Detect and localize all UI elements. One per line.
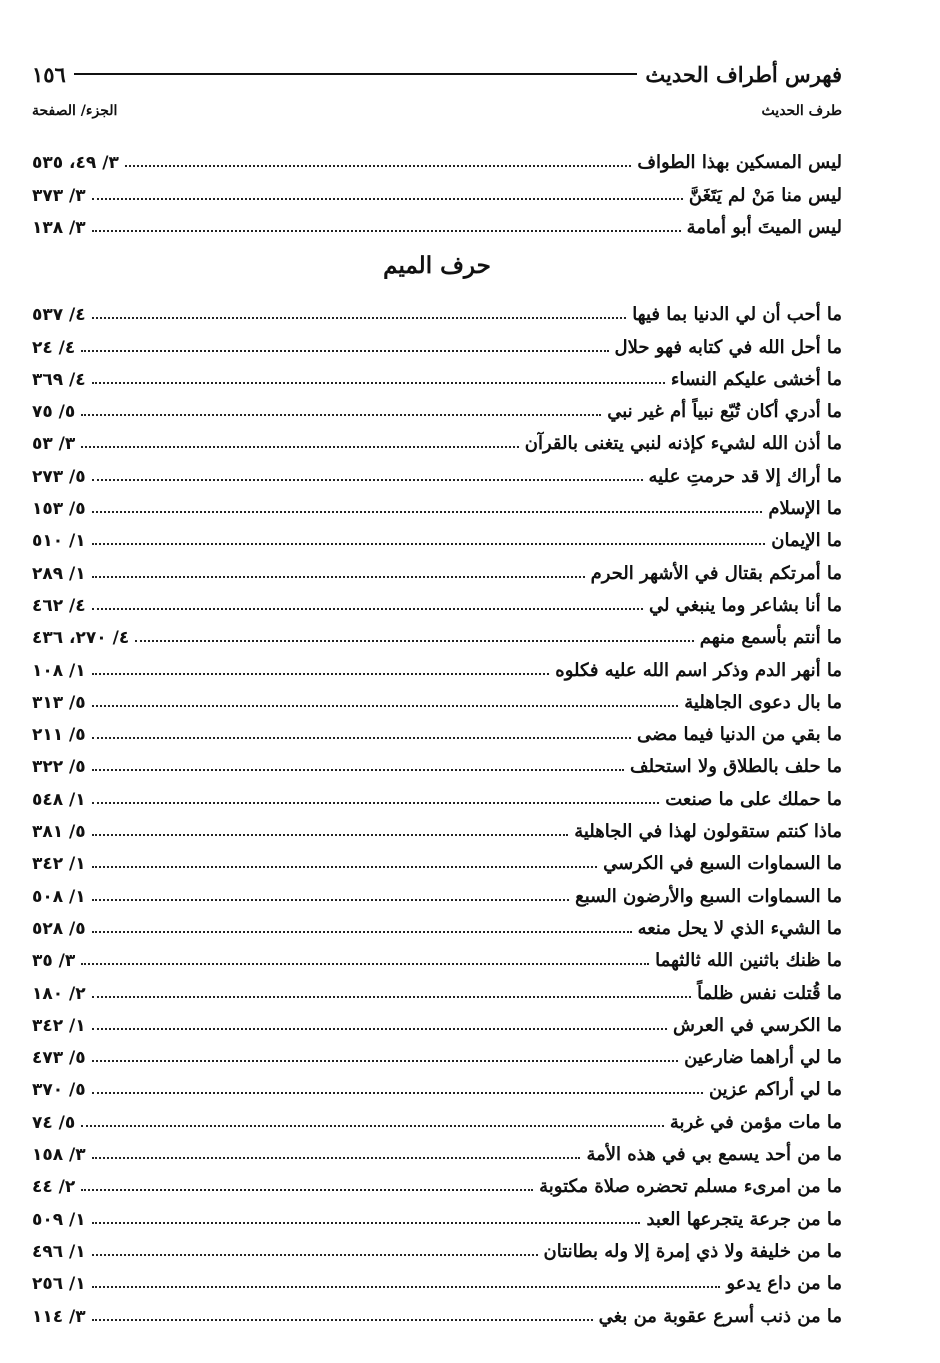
index-entry: [32, 1067, 842, 1099]
entry-reference: ٢/ ٤٤: [32, 1177, 76, 1198]
dot-leader: [92, 673, 550, 675]
entry-reference: ١/ ٥٤٨: [32, 789, 86, 810]
index-entry: [32, 140, 842, 172]
entry-reference: ١/ ٣٤٢: [32, 1015, 86, 1036]
dot-leader: [92, 479, 643, 481]
entry-text: ما أمرتكم بقتال في الأشهر الحرم: [590, 562, 842, 584]
dot-leader: [81, 446, 518, 448]
entry-reference: ٤/ ٣٦٩: [32, 369, 86, 390]
index-entry: [32, 615, 842, 647]
entry-reference: ٥/ ٣٢٢: [32, 757, 86, 778]
index-entry: [32, 389, 842, 421]
dot-leader: [92, 1254, 538, 1256]
index-entry: [32, 1003, 842, 1035]
entry-text: ما مات مؤمن في غربة: [669, 1111, 842, 1133]
entry-text: ما قُتلت نفس ظلماً: [697, 982, 842, 1004]
entry-text: ما أراك إلا قد حرمتِ عليه: [648, 465, 842, 487]
entry-reference: ٥/ ٧٥: [32, 402, 76, 423]
entry-text: ما من امرىء مسلم تحضره صلاة مكتوبة: [539, 1176, 842, 1198]
dot-leader: [92, 1286, 721, 1288]
dot-leader: [92, 543, 766, 545]
entry-reference: ١/ ٢٨٩: [32, 563, 86, 584]
entry-reference: ٥/ ٣٨١: [32, 822, 86, 843]
entry-reference: ٢/ ١٨٠: [32, 983, 86, 1004]
entry-text: ما الإسلام: [768, 498, 842, 520]
entry-text: ليس الميتَ أبو أمامة: [686, 216, 842, 238]
index-entry: [32, 1196, 842, 1228]
dot-leader: [135, 640, 694, 642]
entry-text: ما السماوات السبع والأرضون السبع: [575, 885, 842, 907]
dot-leader: [92, 705, 679, 707]
entry-reference: ٣/ ٥٣: [32, 434, 76, 455]
dot-leader: [92, 1092, 703, 1094]
dot-leader: [81, 963, 649, 965]
dot-leader: [92, 1319, 593, 1321]
entry-list-top: [32, 140, 842, 237]
entry-reference: ١/ ٣٤٢: [32, 854, 86, 875]
entry-text: ما من ذنب أسرع عقوبة من بغي: [598, 1305, 842, 1327]
entry-reference: ٣/ ١٥٨: [32, 1145, 86, 1166]
dot-leader: [92, 899, 570, 901]
page-number: ١٥٦: [32, 61, 66, 87]
entry-list-mim: [32, 292, 842, 1326]
column-headings: [32, 100, 842, 122]
running-header: [32, 58, 842, 90]
entry-text: ما أحل الله في كتابه فهو حلال: [614, 336, 842, 358]
entry-text: ليس المسكين بهذا الطواف: [637, 152, 842, 174]
index-entry: [32, 1164, 842, 1196]
dot-leader: [92, 317, 627, 319]
entry-reference: ٥/ ٢١١: [32, 725, 86, 746]
index-entry: [32, 357, 842, 389]
dot-leader: [92, 802, 660, 804]
dot-leader: [92, 996, 691, 998]
dot-leader: [81, 350, 608, 352]
dot-leader: [81, 1189, 533, 1191]
index-entry: [32, 1261, 842, 1293]
entry-text: ما أدري أكان تُبّع نبياً أم غير نبي: [607, 401, 842, 423]
index-entry: [32, 453, 842, 485]
index-entry: [32, 486, 842, 518]
index-entry: [32, 712, 842, 744]
entry-reference: ١/ ٥١٠: [32, 531, 86, 552]
dot-leader: [125, 165, 632, 167]
entry-text: ما السماوات السبع في الكرسي: [603, 853, 842, 875]
entry-text: ما أذن الله لشيء كإذنه لنبي يتغنى بالقرآن: [524, 433, 842, 455]
section-title: حرف الميم: [383, 252, 491, 279]
entry-text: ليس منا مَنْ لم يَتَغَنَّ: [688, 184, 842, 206]
entry-text: ما من داع يدعو: [726, 1273, 842, 1295]
entry-text: ما لي أراهما ضارعين: [684, 1047, 842, 1069]
dot-leader: [92, 511, 763, 513]
index-entry: [32, 809, 842, 841]
index-entry: [32, 776, 842, 808]
entry-text: ما بقي من الدنيا فيما مضى: [637, 724, 842, 746]
entry-reference: ٥/ ٧٤: [32, 1112, 76, 1133]
dot-leader: [92, 931, 632, 933]
entry-reference: ١/ ٥٠٩: [32, 1209, 86, 1230]
index-entry: [32, 518, 842, 550]
entry-text: ما حلف بالطلاق ولا استحلف: [629, 756, 842, 778]
index-entry: [32, 421, 842, 453]
entry-text: ما من خليفة ولا ذي إمرة إلا وله بطانتان: [543, 1240, 842, 1262]
index-entry: [32, 970, 842, 1002]
entry-text: ما حملك على ما صنعت: [665, 788, 842, 810]
index-entry: [32, 324, 842, 356]
header-rule: [74, 73, 638, 75]
index-entry: [32, 680, 842, 712]
entry-text: ما ظنك باثنين الله ثالثهما: [655, 950, 842, 972]
index-entry: [32, 873, 842, 905]
header-title: فهرس أطراف الحديث: [645, 61, 842, 87]
entry-reference: ٤/ ٤٦٢: [32, 595, 86, 616]
dot-leader: [92, 737, 631, 739]
entry-text: ما أحب أن لي الدنيا بما فيها: [632, 304, 842, 326]
entry-reference: ٥/ ٣١٣: [32, 692, 86, 713]
index-entry: [32, 744, 842, 776]
entry-reference: ١/ ٢٥٦: [32, 1274, 86, 1295]
entry-text: ما بال دعوى الجاهلية: [684, 691, 842, 713]
volume-page-column-heading: الجزء/ الصفحة: [32, 103, 118, 119]
dot-leader: [81, 1125, 664, 1127]
entry-reference: ٣/ ١١٤: [32, 1306, 86, 1327]
index-entry: [32, 550, 842, 582]
entry-reference: ٤/ ٥٣٧: [32, 305, 86, 326]
dot-leader: [92, 576, 585, 578]
entry-reference: ١/ ١٠٨: [32, 660, 86, 681]
dot-leader: [81, 414, 601, 416]
entry-text: ما من جرعة يتجرعها العبد: [646, 1208, 842, 1230]
index-entry: [32, 1293, 842, 1325]
entry-text: ما لي أراكم عزين: [708, 1079, 842, 1101]
entry-text: ما أنا بشاعر وما ينبغي لي: [648, 594, 842, 616]
entry-text: ما أخشى عليكم النساء: [670, 368, 842, 390]
index-entry: [32, 841, 842, 873]
entry-reference: ٣/ ٤٩، ٥٣٥: [32, 153, 119, 174]
entry-text: ما أنهر الدم وذكر اسم الله عليه فكلوه: [555, 659, 842, 681]
index-entry: [32, 583, 842, 615]
dot-leader: [92, 608, 643, 610]
dot-leader: [92, 866, 597, 868]
entry-reference: ٥/ ٤٧٣: [32, 1048, 86, 1069]
dot-leader: [92, 1157, 581, 1159]
entry-text: ما الإيمان: [771, 530, 842, 552]
dot-leader: [92, 1060, 679, 1062]
entry-text: ما الكرسي في العرش: [672, 1014, 842, 1036]
entry-text: ما أنتم بأسمع منهم: [699, 627, 842, 649]
index-entry: [32, 906, 842, 938]
index-entry: [32, 205, 842, 237]
index-entry: [32, 1035, 842, 1067]
dot-leader: [92, 230, 681, 232]
index-entry: [32, 938, 842, 970]
index-entry: [32, 647, 842, 679]
entry-reference: ١/ ٤٩٦: [32, 1241, 86, 1262]
index-entry: [32, 292, 842, 324]
entry-reference: ٤/ ٢٧٠، ٤٣٦: [32, 628, 130, 649]
entry-text: ماذا كنتم ستقولون لهذا في الجاهلية: [574, 821, 842, 843]
entry-reference: ٤/ ٢٤: [32, 337, 76, 358]
dot-leader: [92, 1222, 641, 1224]
index-entry: [32, 172, 842, 204]
hadith-column-heading: طرف الحديث: [761, 103, 842, 119]
entry-reference: ٥/ ٥٢٨: [32, 918, 86, 939]
entry-reference: ٣/ ١٣٨: [32, 217, 86, 238]
entry-reference: ٥/ ١٥٣: [32, 499, 86, 520]
dot-leader: [92, 1028, 667, 1030]
entry-text: ما الشيء الذي لا يحل منعه: [637, 917, 842, 939]
entry-reference: ٥/ ٣٧٠: [32, 1080, 86, 1101]
index-entry: [32, 1229, 842, 1261]
dot-leader: [92, 834, 569, 836]
index-entry: [32, 1099, 842, 1131]
dot-leader: [92, 382, 665, 384]
entry-text: ما من أحد يسمع بي في هذه الأمة: [586, 1144, 842, 1166]
entry-reference: ١/ ٥٠٨: [32, 886, 86, 907]
entry-reference: ٣/ ٣٥: [32, 951, 76, 972]
index-entry: [32, 1132, 842, 1164]
dot-leader: [92, 198, 683, 200]
dot-leader: [92, 769, 624, 771]
entry-reference: ٣/ ٣٧٣: [32, 185, 86, 206]
entry-reference: ٥/ ٢٧٣: [32, 466, 86, 487]
